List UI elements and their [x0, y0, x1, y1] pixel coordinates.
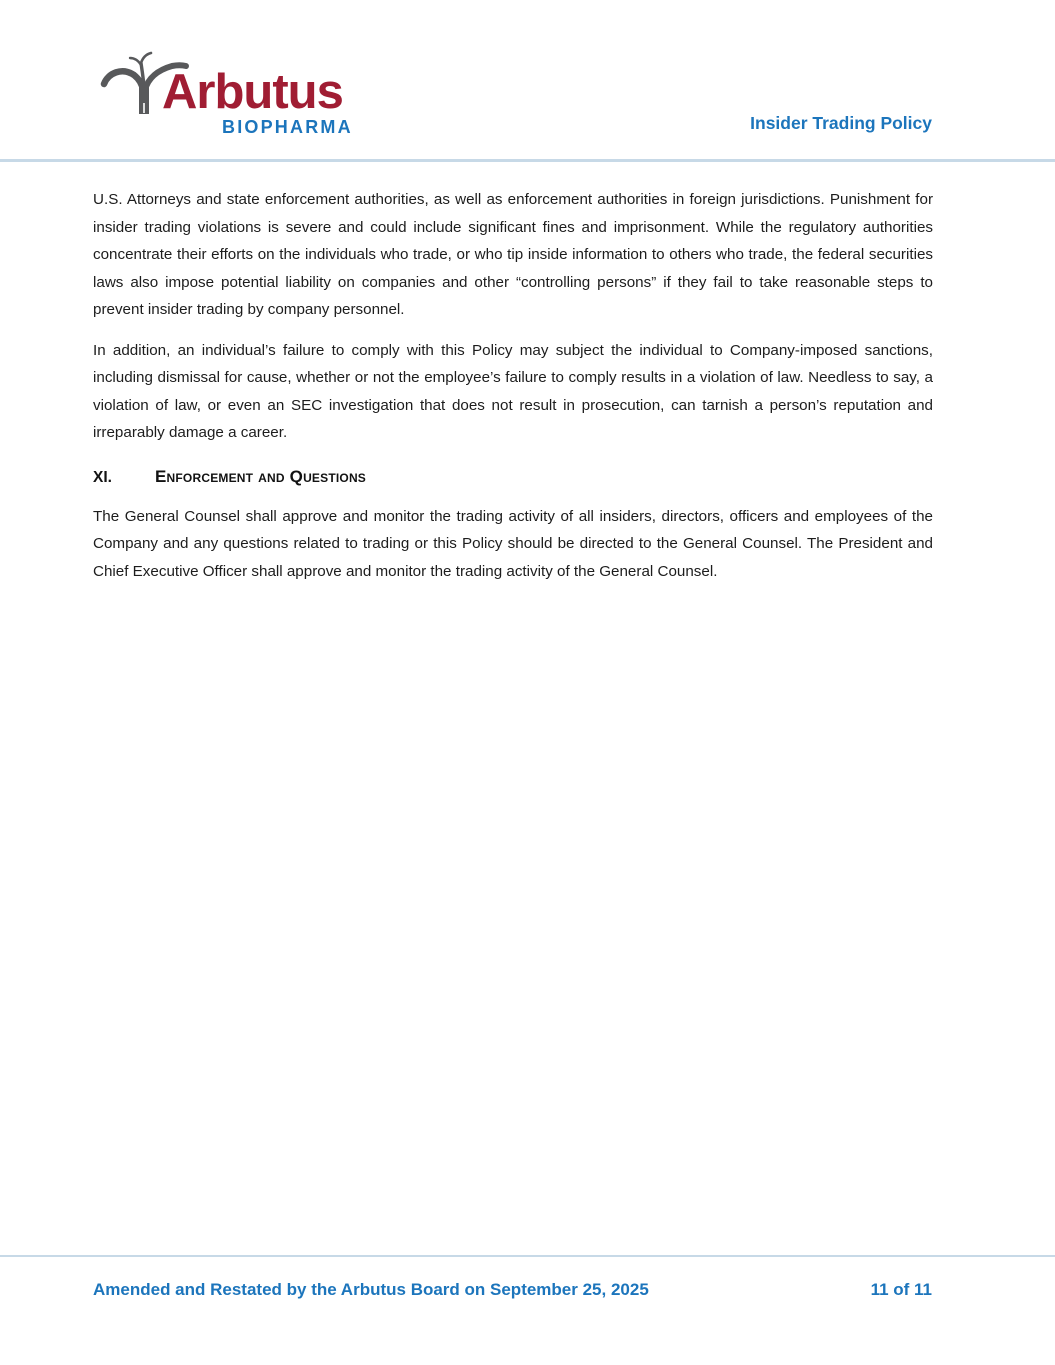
logo-subtitle: BIOPHARMA [222, 117, 353, 137]
footer-amendment-note: Amended and Restated by the Arbutus Board on September 25, 2025 [93, 1280, 649, 1299]
page-footer [93, 1279, 932, 1301]
paragraph: The General Counsel shall approve and monitor the trading activity of all insiders, directors, officers and employees of the Company and any questions related to trading or this Policy should be directed to the General Counsel. The President and Chief Executive Officer shall approve and monitor the trading activity of the General Counsel. [93, 507, 933, 580]
header-rule [0, 159, 1055, 162]
logo-name: Arbutus [162, 65, 343, 119]
paragraph: In addition, an individual’s failure to comply with this Policy may subject the individual to Company-imposed sanctions, including dismissal for cause, whether or not the employee’s failure to comply results in a violation of law. Needless to say, a violation of law, or even an SEC investigation that does not result in prosecution, can tarnish a person’s reputation and irreparably damage a career. [93, 341, 933, 441]
document-title: Insider Trading Policy [750, 113, 932, 133]
footer-page-number: 11 of 11 [870, 1280, 932, 1299]
section-heading [93, 465, 933, 490]
section-number: XI. [93, 468, 112, 486]
section-title: Enforcement and Questions [155, 466, 367, 486]
footer-rule [0, 1255, 1055, 1257]
paragraph: U.S. Attorneys and state enforcement authorities, as well as enforcement authorities in foreign jurisdictions. Punishment for insider trading violations is severe and could include significant fines and imprisonment. While the regulatory authorities concentrate their efforts on the individuals who trade, or who tip inside information to others who trade, the federal securities laws also impose potential liability on companies and other “controlling persons” if they fail to take reasonable steps to prevent insider trading by company personnel. [93, 191, 933, 318]
document-body [93, 186, 933, 598]
